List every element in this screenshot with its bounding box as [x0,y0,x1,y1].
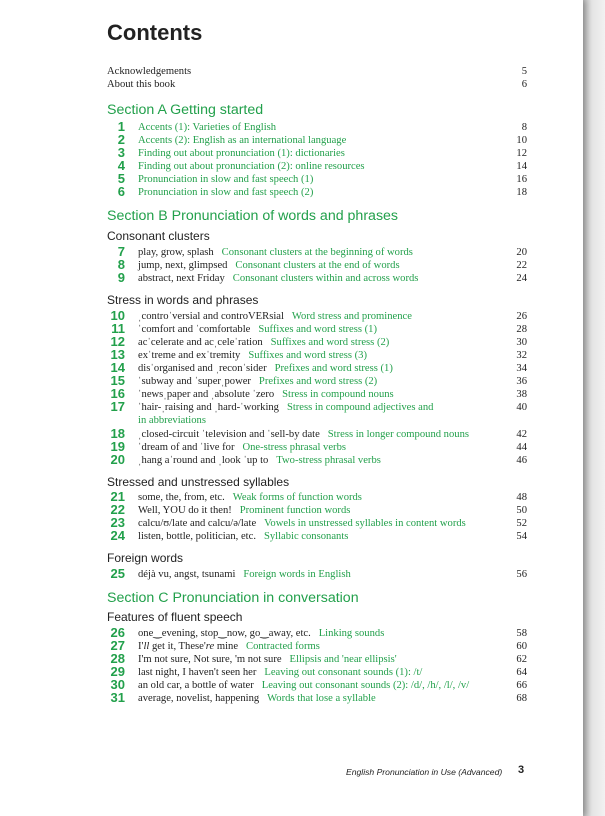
unit-page: 38 [516,389,527,400]
unit-number: 1 [117,119,125,134]
unit-row [107,244,527,260]
unit-row [107,664,527,680]
unit-page: 40 [516,402,527,413]
unit-row [107,360,527,376]
example-part-italic: re [205,641,215,652]
unit-example: one‿evening, stop‿now, go‿away, etc. [138,628,311,639]
front-matter-label: Acknowledgements [107,66,192,77]
unit-row [107,257,527,273]
unit-page: 58 [516,628,527,639]
unit-example: ˈsubway and ˈsuperˌpower [138,376,251,387]
unit-page: 42 [516,429,527,440]
page-gutter-shadow [583,0,605,816]
unit-topic: Weak forms of function words [232,492,362,503]
unit-page: 24 [516,273,527,284]
subsection-heading: Features of fluent speech [107,610,243,624]
unit-example: play, grow, splash [138,247,214,258]
unit-topic-continuation: in abbreviations [138,415,206,426]
unit-topic: Prominent function words [239,505,351,516]
unit-topic: Consonant clusters at the beginning of words [221,247,413,258]
unit-row [107,321,527,337]
unit-example [138,641,238,652]
unit-page: 50 [516,505,527,516]
unit-page: 52 [516,518,527,529]
unit-example: ˈnewsˌpaper and ˌabsolute ˈzero [138,389,275,400]
unit-topic: Words that lose a syllable [267,693,376,704]
unit-example: jump, next, glimpsed [138,260,228,271]
unit-row [107,386,527,402]
unit-row [107,677,527,693]
unit-page: 22 [516,260,527,271]
unit-example: acˈcelerate and acˌceleˈration [138,337,263,348]
unit-row [107,690,527,706]
unit-number: 3 [117,145,125,160]
unit-row [107,373,527,389]
unit-number: 13 [110,347,125,362]
unit-page: 26 [516,311,527,322]
unit-example: ˈcomfort and ˈcomfortable [138,324,251,335]
unit-topic: Prefixes and word stress (2) [258,376,378,387]
unit-topic: Accents (2): English as an international language [138,135,347,146]
unit-page: 16 [516,174,527,185]
subsection-heading: Foreign words [107,551,184,565]
unit-topic: Stress in compound adjectives and [286,402,434,413]
unit-number: 6 [117,184,125,199]
unit-example: I'm not sure, Not sure, 'm not sure [138,654,282,665]
subsection-heading: Stressed and unstressed syllables [107,475,290,489]
unit-number: 28 [110,651,125,666]
unit-number: 10 [110,308,125,323]
unit-row [107,132,527,148]
unit-row [107,145,527,161]
unit-page: 18 [516,187,527,198]
unit-number: 5 [117,171,125,186]
unit-page: 56 [516,569,527,580]
unit-row [107,638,527,654]
unit-row [107,502,527,518]
unit-topic: One-stress phrasal verbs [242,442,346,453]
unit-page: 28 [516,324,527,335]
unit-number: 25 [110,566,125,581]
unit-row [107,566,527,582]
unit-number: 8 [117,257,125,272]
unit-topic: Ellipsis and 'near ellipsis' [289,654,397,665]
unit-topic: Suffixes and word stress (2) [270,337,390,348]
unit-page: 20 [516,247,527,258]
unit-row [107,119,527,135]
example-part: mine [214,641,239,652]
unit-topic: Suffixes and word stress (1) [258,324,378,335]
unit-number: 23 [110,515,125,530]
unit-page: 54 [516,531,527,542]
unit-example: last night, I haven't seen her [138,667,257,678]
unit-page: 64 [516,667,527,678]
unit-number: 24 [110,528,125,543]
unit-example: ˌcontroˈversial and controVERsial [138,311,284,322]
unit-example: déjà vu, angst, tsunami [138,569,236,580]
unit-row [107,158,527,174]
unit-page: 48 [516,492,527,503]
unit-row [107,347,527,363]
unit-number: 19 [110,439,125,454]
unit-page: 62 [516,654,527,665]
unit-number: 29 [110,664,125,679]
unit-topic: Contracted forms [246,641,320,652]
unit-topic: Syllabic consonants [263,531,349,542]
unit-page: 8 [521,122,527,133]
unit-example: calcu/ʊ/late and calcu/ə/late [138,518,257,529]
unit-topic: Leaving out consonant sounds (2): /d/, /h/, /l/, /v/ [261,680,470,691]
unit-page: 30 [516,337,527,348]
unit-topic: Word stress and prominence [291,311,412,322]
unit-page: 46 [516,455,527,466]
unit-row [107,270,527,286]
unit-page: 12 [516,148,527,159]
unit-number: 21 [110,489,125,504]
section-c-heading: Section C Pronunciation in conversation [107,590,359,606]
unit-topic: Linking sounds [318,628,385,639]
unit-example: abstract, next Friday [138,273,225,284]
example-part: I' [138,641,144,652]
unit-topic: Vowels in unstressed syllables in content words [264,518,466,529]
unit-number: 16 [110,386,125,401]
unit-page: 34 [516,363,527,374]
unit-row [107,452,527,468]
section-a-heading: Section A Getting started [107,102,264,118]
unit-example: listen, bottle, politician, etc. [138,531,256,542]
unit-example: ˌclosed-circuit ˈtelevision and ˈsell-by date [138,429,320,440]
unit-row [107,651,527,667]
unit-topic: Leaving out consonant sounds (1): /t/ [264,667,423,678]
unit-page: 44 [516,442,527,453]
unit-number: 11 [111,321,125,336]
unit-row [107,528,527,544]
unit-page: 36 [516,376,527,387]
unit-row [107,625,527,641]
unit-number: 12 [110,334,125,349]
front-matter-label: About this book [107,79,176,90]
unit-topic: Pronunciation in slow and fast speech (2) [138,187,314,198]
unit-topic: Prefixes and word stress (1) [274,363,393,374]
unit-number: 22 [110,502,125,517]
unit-page: 68 [516,693,527,704]
example-part: get it, These' [149,641,206,652]
unit-number: 18 [110,426,125,441]
unit-example: average, novelist, happening [138,693,260,704]
page-title: Contents [107,20,203,45]
unit-number: 4 [117,158,125,173]
unit-row [107,399,527,415]
unit-row [107,489,527,505]
footer-page-number: 3 [518,764,525,776]
front-matter-row [107,79,527,91]
unit-example: ˌhang aˈround and ˌlook ˈup to [138,455,269,466]
unit-number: 14 [110,360,125,375]
unit-topic: Finding out about pronunciation (2): online resources [138,161,365,172]
front-matter-page: 6 [521,79,527,90]
subsection-heading: Stress in words and phrases [107,293,259,307]
unit-row [107,184,527,200]
unit-number: 31 [110,690,125,705]
unit-number: 2 [117,132,125,147]
unit-topic: Pronunciation in slow and fast speech (1) [138,174,314,185]
unit-number: 20 [110,452,125,467]
unit-row [107,171,527,187]
unit-number: 26 [110,625,125,640]
unit-topic: Foreign words in English [243,569,351,580]
front-matter-page: 5 [521,66,527,77]
unit-page: 32 [516,350,527,361]
unit-topic: Consonant clusters within and across words [232,273,419,284]
unit-number: 9 [117,270,125,285]
unit-row [107,334,527,350]
unit-topic: Finding out about pronunciation (1): dictionaries [138,148,345,159]
section-b-heading: Section B Pronunciation of words and phrases [107,208,399,224]
unit-example: disˈorganised and ˌreconˈsider [138,363,267,374]
unit-topic: Suffixes and word stress (3) [248,350,367,361]
unit-row [107,515,527,531]
unit-topic: Consonant clusters at the end of words [235,260,400,271]
unit-number: 7 [117,244,125,259]
unit-row [107,426,527,442]
unit-number: 30 [110,677,125,692]
unit-row [107,308,527,324]
unit-number: 17 [110,399,125,414]
unit-example: some, the, from, etc. [138,492,225,503]
unit-example: ˈdream of and ˈlive for [138,442,235,453]
unit-page: 10 [516,135,527,146]
unit-page: 60 [516,641,527,652]
unit-row [107,439,527,455]
subsection-heading: Consonant clusters [107,229,210,243]
example-part-italic: ll [143,641,150,652]
unit-topic: Stress in compound nouns [282,389,394,400]
footer-book-title: English Pronunciation in Use (Advanced) [346,767,503,777]
unit-topic: Stress in longer compound nouns [327,429,469,440]
unit-example: an old car, a bottle of water [138,680,254,691]
unit-example: ˈhair-ˌraising and ˌhard-ˈworking [138,402,279,413]
unit-number: 27 [110,638,125,653]
front-matter-row [107,66,527,78]
unit-example: exˈtreme and exˈtremity [138,350,241,361]
unit-topic: Accents (1): Varieties of English [138,122,277,133]
unit-example: Well, YOU do it then! [138,505,232,516]
unit-number: 15 [110,373,125,388]
unit-page: 66 [516,680,527,691]
unit-topic: Two-stress phrasal verbs [276,455,381,466]
unit-page: 14 [516,161,527,172]
